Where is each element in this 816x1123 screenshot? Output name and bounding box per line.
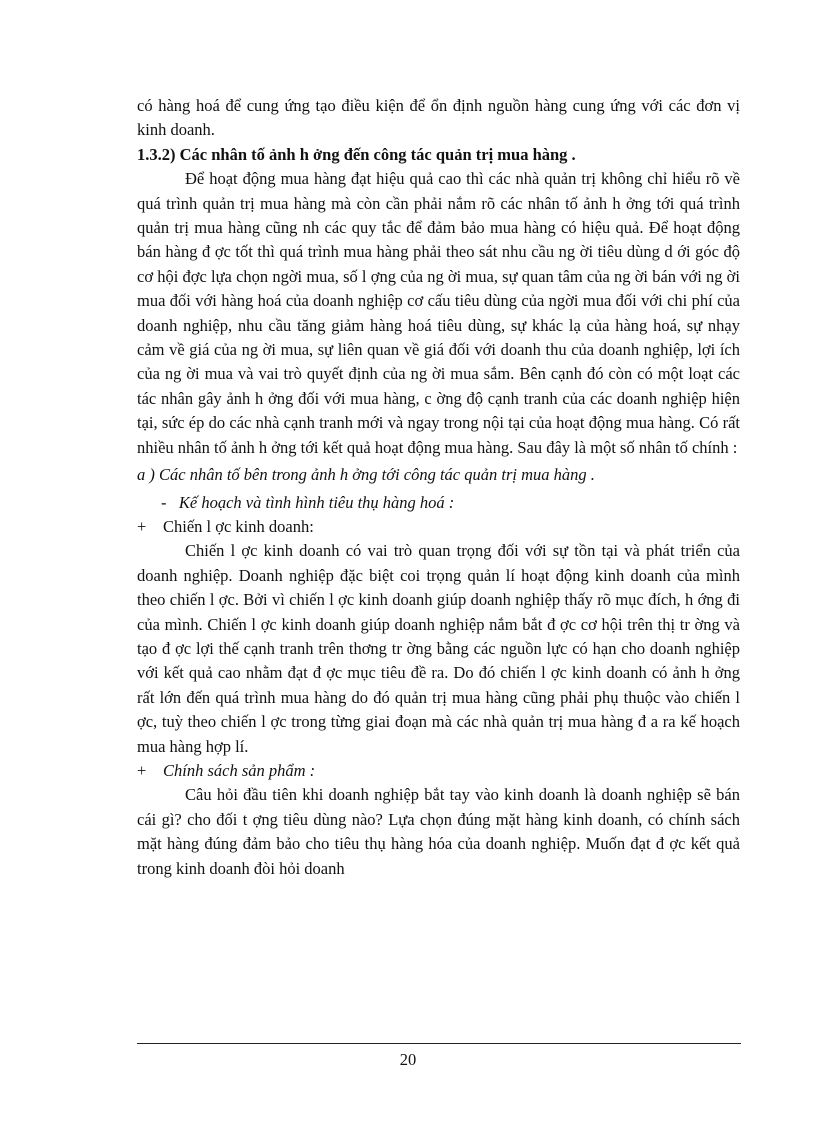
page-body bbox=[137, 94, 740, 881]
plus-item-strategy-text: Chiến l ợc kinh doanh: bbox=[163, 516, 314, 536]
plus-marker: + bbox=[137, 516, 147, 536]
paragraph-product: Câu hỏi đầu tiên khi doanh nghiệp bắt tay vào kinh doanh là doanh nghiệp sẽ bán cái gì? cho đối t ợng tiêu dùng nào? Lựa chọn đúng mặt hàng kinh doanh, có chính sách mặt hàng đúng đảm bảo cho tiêu thụ hàng hóa của doanh nghiệp. Muốn đạt đ ợc kết quả trong kinh doanh đòi hỏi doanh bbox=[137, 785, 740, 878]
paragraph-intro: có hàng hoá để cung ứng tạo điều kiện để ổn định nguồn hàng cung ứng với các đơn vị kinh doanh. bbox=[137, 96, 740, 140]
plus-item-strategy bbox=[137, 515, 740, 539]
plus-item-product-text: Chính sách sản phẩm : bbox=[163, 760, 316, 780]
footer-rule bbox=[137, 1043, 741, 1044]
paragraph-factors: Để hoạt động mua hàng đạt hiệu quả cao thì các nhà quản trị không chỉ hiểu rõ về quá trình quản trị mua hàng mà còn cần phải nắm rõ các nhân tố ảnh h ởng tới quá trình quản trị mua hàng cũng nh các quy tắc để đảm bảo mua hàng có hiệu quả. Để hoạt động bán hàng đ ợc tốt thì quá trình mua hàng phải theo sát nhu cầu ng ời tiêu dùng d ới góc độ cơ hội đợc lựa chọn ngời mua, số l ợng của ng ời mua, sự quan tâm của ng ời bán với ng ời mua đối với hàng hoá của doanh nghiệp cơ cấu tiêu dùng của ngời mua đối với chi phí của doanh nghiệp, nhu cầu tăng giảm hàng hoá tiêu dùng, sự khác lạ của hàng hoá, sự nhạy cảm về giá của ng ời mua, sự liên quan về giá đối với doanh thu của doanh nghiệp, lợi ích của ng ời mua và vai trò quyết định của ng ời mua sắm. Bên cạnh đó còn có một loạt các tác nhân gây ảnh h ởng đối với mua hàng, c ờng độ cạnh tranh của các doanh nghiệp hiện tại, sức ép do các nhà cạnh tranh mới và ngay trong nội tại của hoạt động mua hàng. Có rất nhiều nhân tố ảnh h ởng tới kết quả hoạt động mua hàng. Sau đây là một số nhân tố chính : bbox=[137, 169, 740, 457]
section-heading: 1.3.2) Các nhân tố ảnh h ởng đến công tác quản trị mua hàng . bbox=[137, 144, 576, 164]
subsection-a: a ) Các nhân tố bên trong ảnh h ởng tới công tác quản trị mua hàng . bbox=[137, 465, 595, 485]
bullet-marker: - bbox=[161, 492, 167, 512]
bullet-text: Kế hoạch và tình hình tiêu thụ hàng hoá : bbox=[178, 492, 455, 512]
bullet-item bbox=[137, 491, 740, 515]
page-number: 20 bbox=[399, 1050, 417, 1069]
plus-item-product bbox=[137, 759, 740, 783]
paragraph-strategy: Chiến l ợc kinh doanh có vai trò quan trọng đối với sự tồn tại và phát triển của doanh nghiệp. Doanh nghiệp đặc biệt coi trọng quản lí hoạt động kinh doanh của mình theo chiến l ợc. Bởi vì chiến l ợc kinh doanh giúp doanh nghiệp thấy rõ mục đích, h ớng đi của mình. Chiến l ợc kinh doanh giúp doanh nghiệp nắm bắt đ ợc cơ hội trên thị tr ờng và tạo đ ợc lợi thế cạnh tranh trên thơng tr ờng bằng các nguồn lực có hạn cho doanh nghiệp với kết quả cao nhằm đạt đ ợc mục tiêu đề ra. Do đó chiến l ợc kinh doanh có ảnh h ởng rất lớn đến quá trình mua hàng do đó quản trị mua hàng cũng phải phụ thuộc vào chiến l ợc, tuỳ theo chiến l ợc trong từng giai đoạn mà các nhà quản trị mua hàng đ a ra kế hoạch mua hàng hợp lí. bbox=[137, 541, 740, 756]
plus-marker-2: + bbox=[137, 760, 147, 780]
